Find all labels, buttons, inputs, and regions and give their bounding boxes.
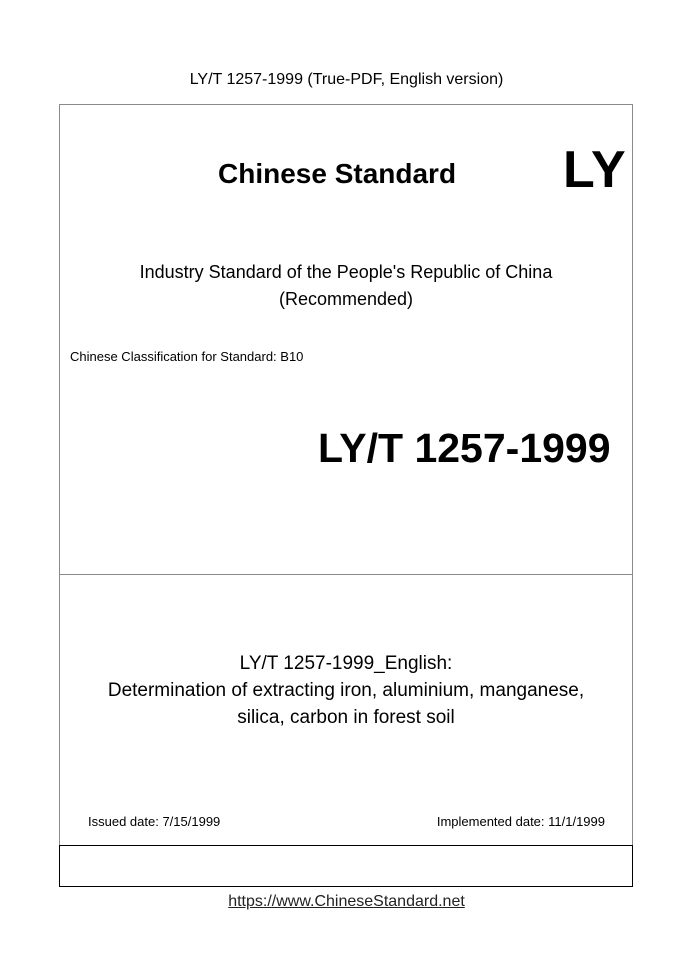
document-title-line-1: LY/T 1257-1999_English: [239, 653, 453, 674]
footer-link-container [0, 893, 693, 911]
page-header-title: LY/T 1257-1999 (True-PDF, English version) [189, 71, 504, 88]
website-link[interactable]: https://www.ChineseStandard.net [228, 893, 465, 910]
issued-date: Issued date: 7/15/1999 [88, 814, 221, 829]
document-title-block [59, 650, 633, 731]
category-mark: LY [563, 141, 627, 199]
classification-text: Chinese Classification for Standard: B10 [70, 349, 304, 364]
standard-number: LY/T 1257-1999 [318, 425, 611, 471]
industry-line-2: (Recommended) [278, 289, 414, 309]
cover-frame [59, 104, 633, 887]
document-title-line-2: Determination of extracting iron, aluminium, manganese, [107, 680, 585, 701]
cover-divider [59, 574, 633, 575]
industry-line-1: Industry Standard of the People's Republic of China [139, 262, 553, 282]
industry-standard-block [59, 259, 633, 313]
chinese-standard-heading: Chinese Standard [218, 158, 457, 189]
footer-box [59, 845, 633, 887]
document-title-line-3: silica, carbon in forest soil [237, 707, 455, 728]
implemented-date: Implemented date: 11/1/1999 [436, 814, 605, 829]
